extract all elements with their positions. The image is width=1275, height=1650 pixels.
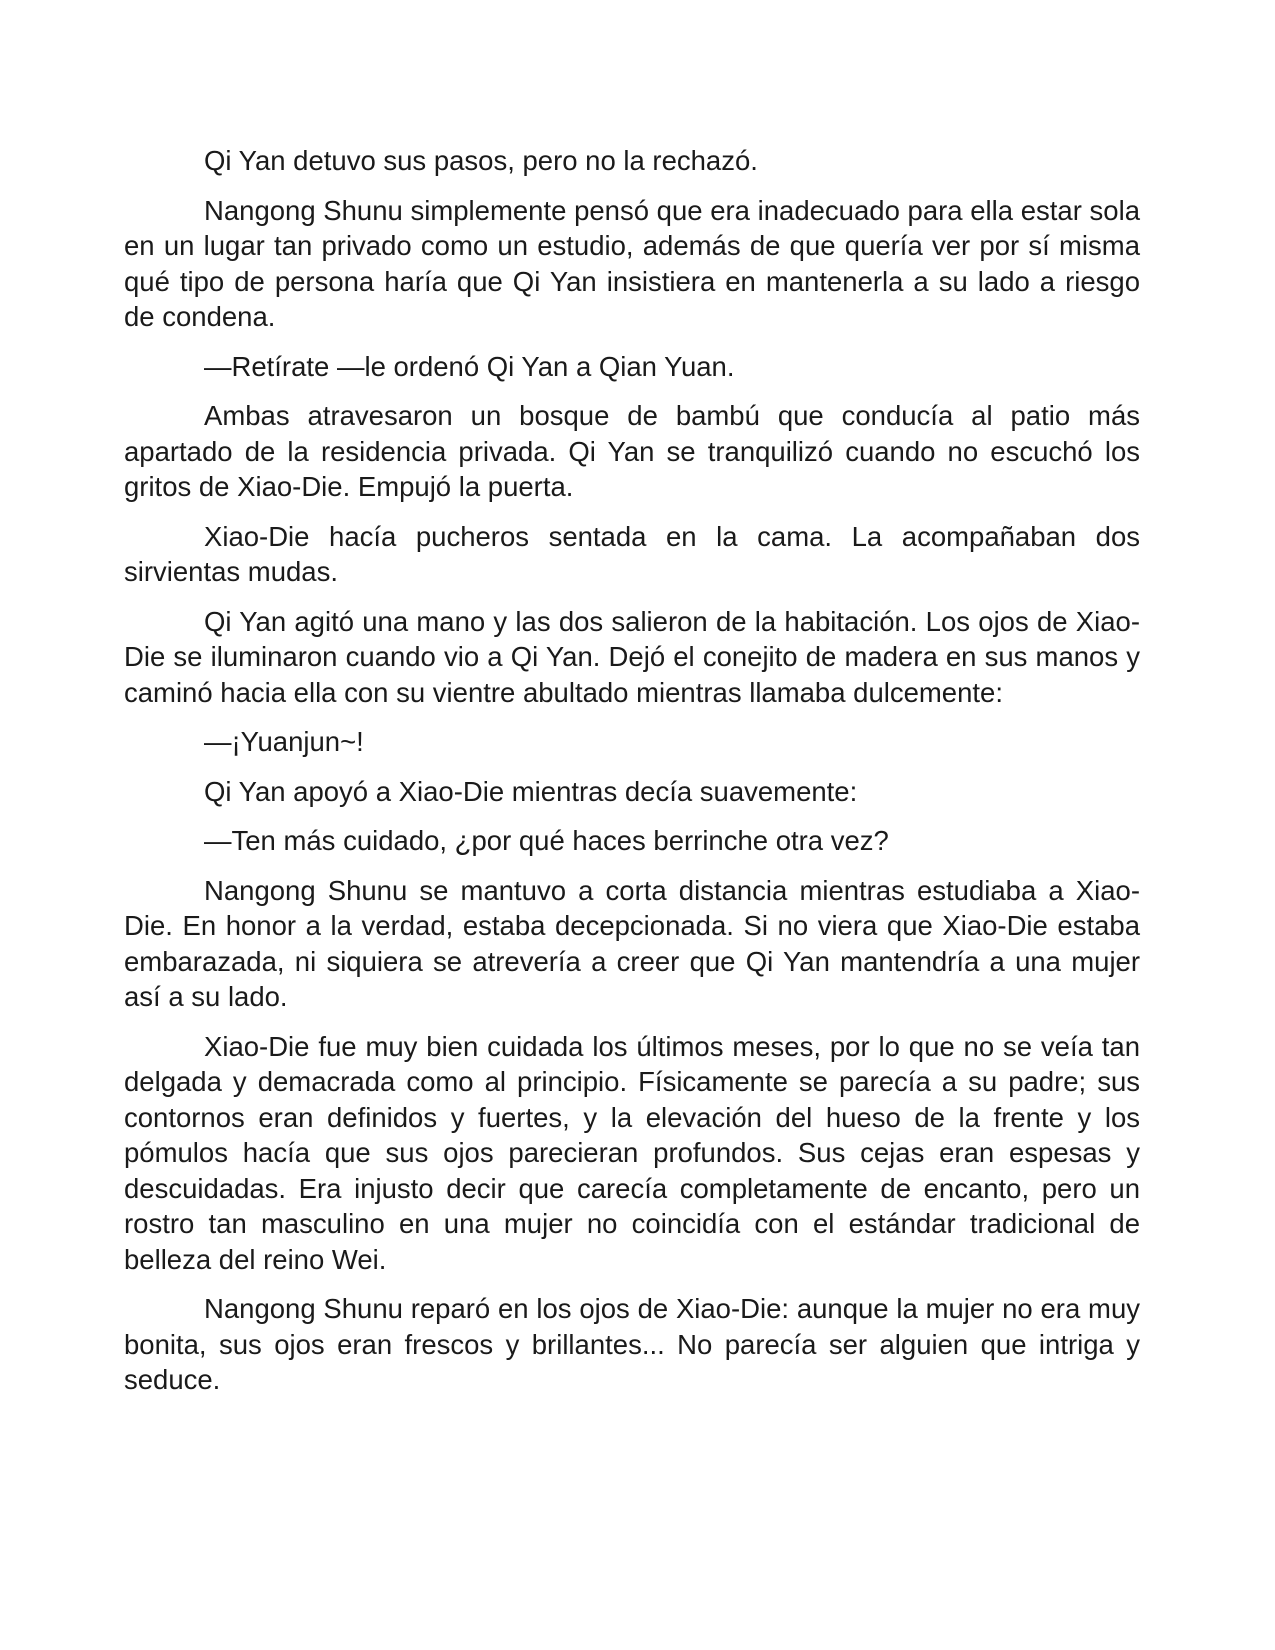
paragraph: Xiao-Die hacía pucheros sentada en la cama. La acompañaban dos sirvientas mudas. bbox=[124, 520, 1140, 587]
paragraph: Nangong Shunu simplemente pensó que era inadecuado para ella estar sola en un lugar tan privado como un estudio, además de que quería ver por sí misma qué tipo de persona haría que Qi Yan insistiera en mantenerla a su lado a riesgo de condena. bbox=[124, 194, 1140, 332]
paragraph: Qi Yan apoyó a Xiao-Die mientras decía suavemente: bbox=[204, 775, 858, 807]
paragraph: —Ten más cuidado, ¿por qué haces berrinche otra vez? bbox=[204, 825, 889, 856]
paragraph: Qi Yan detuvo sus pasos, pero no la rechazó. bbox=[204, 145, 758, 176]
paragraph: Ambas atravesaron un bosque de bambú que conducía al patio más apartado de la residencia privada. Qi Yan se tranquilizó cuando no escuchó los gritos de Xiao-Die. Empujó la puerta. bbox=[124, 400, 1140, 502]
paragraph: —¡Yuanjun~! bbox=[204, 726, 364, 757]
paragraph: —Retírate —le ordenó Qi Yan a Qian Yuan. bbox=[204, 350, 735, 382]
paragraph: Qi Yan agitó una mano y las dos salieron de la habitación. Los ojos de Xiao-Die se iluminaron cuando vio a Qi Yan. Dejó el conejito de madera en sus manos y caminó hacia ella con su vientre abultado mientras llamaba dulcemente: bbox=[124, 605, 1140, 708]
paragraph: Xiao-Die fue muy bien cuidada los últimos meses, por lo que no se veía tan delgada y demacrada como al principio. Físicamente se parecía a su padre; sus contornos eran definidos y fuertes, y la elevación del hueso de la frente y los pómulos hacía que sus ojos parecieran profundos. Sus cejas eran espesas y descuidadas. Era injusto decir que carecía completamente de encanto, pero un rostro tan masculino en una mujer no coincidía con el estándar tradicional de belleza del reino Wei. bbox=[124, 1030, 1140, 1275]
paragraph: Nangong Shunu se mantuvo a corta distancia mientras estudiaba a Xiao-Die. En honor a la verdad, estaba decepcionada. Si no viera que Xiao-Die estaba embarazada, ni siquiera se atrevería a creer que Qi Yan mantendría a una mujer así a su lado. bbox=[124, 874, 1140, 1012]
paragraph: Nangong Shunu reparó en los ojos de Xiao-Die: aunque la mujer no era muy bonita, sus ojos eran frescos y brillantes... No parecía ser alguien que intriga y seduce. bbox=[124, 1293, 1140, 1395]
document-page bbox=[124, 143, 1140, 1412]
